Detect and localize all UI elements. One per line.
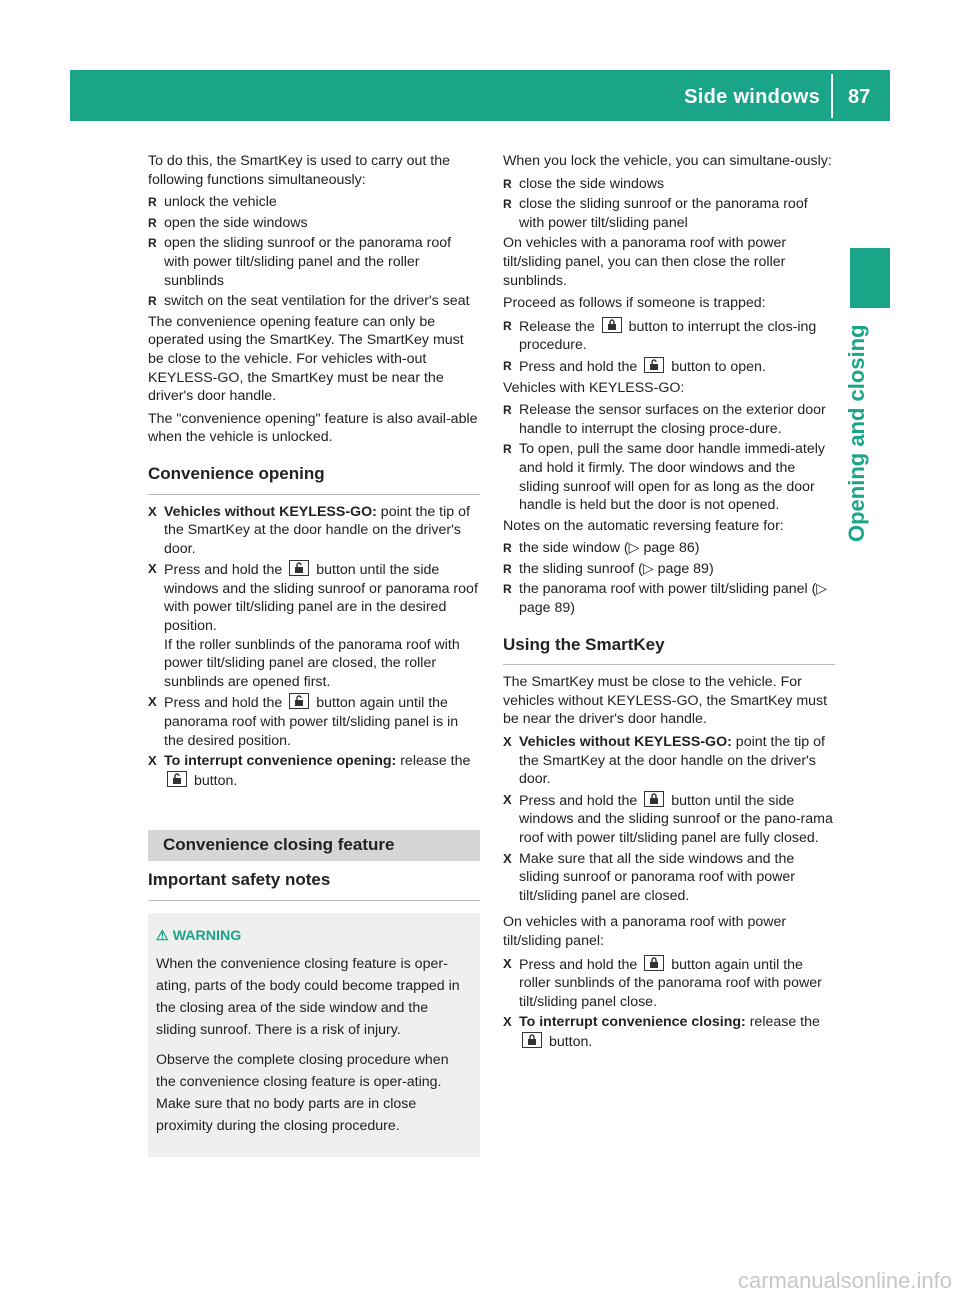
step-text: Press and hold the: [519, 792, 638, 809]
lock-key-icon: [602, 317, 622, 333]
section-title: Side windows: [684, 86, 820, 108]
list-item: R Release the sensor surfaces on the exterior door handle to interrupt the closing proce-dure.: [503, 401, 835, 438]
unlock-key-icon: [644, 357, 664, 373]
step-item: [503, 791, 835, 848]
paragraph: Proceed as follows if someone is trapped:: [503, 295, 766, 312]
list-text: button to interrupt the clos-ing procedure.: [519, 318, 817, 354]
step-text: point the tip of the SmartKey at the door handle on the driver's door.: [519, 734, 825, 788]
left-column: [148, 152, 480, 1157]
intro-text: When you lock the vehicle, you can simultane-ously:: [503, 153, 832, 169]
chapter-label: Opening and closing: [844, 324, 869, 542]
step-item: [503, 955, 835, 1012]
paragraph: On vehicles with a panorama roof with power tilt/sliding panel:: [503, 914, 787, 949]
paragraph: The SmartKey must be close to the vehicle. For vehicles without KEYLESS-GO, the SmartKey must be near the driver's door handle.: [503, 674, 828, 728]
list-item: R the panorama roof with power tilt/sliding panel (▷ page 89): [503, 580, 835, 617]
step-item: [503, 733, 835, 789]
step-item: [148, 503, 480, 559]
paragraph: The "convenience opening" feature is also avail-able when the vehicle is unlocked.: [148, 410, 478, 446]
list-item: R unlock the vehicle: [148, 193, 480, 212]
step-text: release the: [396, 753, 471, 770]
list-text: button to open.: [671, 358, 766, 375]
list-item: R To open, pull the same door handle immedi-ately and hold it firmly. The door windows and the sliding sunroof will open for as long as the door handle is held but the door is not opened.: [503, 440, 835, 514]
heading-safety-notes: Important safety notes: [148, 871, 480, 901]
step-item: [148, 752, 480, 790]
intro-text: To do this, the SmartKey is used to carry out the following functions simultaneously:: [148, 153, 451, 188]
page-number: 87: [848, 86, 871, 108]
step-text: If the roller sunblinds of the panorama roof with power tilt/sliding panel are closed, the roller sunblinds are opened first.: [164, 636, 460, 690]
step-text: button again until the roller sunblinds of the panorama roof with power tilt/sliding panel close.: [519, 956, 822, 1010]
list-item: [503, 317, 835, 355]
list-text: Release the: [519, 318, 595, 335]
list-item: R open the side windows: [148, 214, 480, 233]
lock-key-icon: [644, 955, 664, 971]
list-item: R open the sliding sunroof or the panorama roof with power tilt/sliding panel and the roller sunblinds: [148, 234, 480, 290]
step-label: Vehicles without KEYLESS-GO:: [519, 734, 732, 751]
list-item: [503, 357, 835, 377]
step-text: button until the side windows and the sliding sunroof or panorama roof with power tilt/sliding panel are in the desired position.: [164, 562, 478, 635]
step-label: Vehicles without KEYLESS-GO:: [164, 503, 377, 520]
step-text: point the tip of the SmartKey at the door handle on the driver's door.: [164, 503, 470, 557]
list-item: R switch on the seat ventilation for the driver's seat: [148, 292, 480, 311]
lock-key-icon: [644, 791, 664, 807]
right-column: [503, 152, 835, 1054]
list-item: R close the sliding sunroof or the panorama roof with power tilt/sliding panel: [503, 195, 835, 232]
list-item: R the sliding sunroof (▷ page 89): [503, 560, 835, 579]
step-item: [148, 560, 480, 691]
step-item: X Make sure that all the side windows and the sliding sunroof or panorama roof with power tilt/sliding panel are closed.: [503, 850, 835, 906]
list-item: R the side window (▷ page 86): [503, 539, 835, 558]
paragraph: On vehicles with a panorama roof with power tilt/sliding panel, you can then close the roller sunblinds.: [503, 235, 787, 289]
step-text: Press and hold the: [164, 562, 283, 579]
heading-convenience-opening: Convenience opening: [148, 465, 480, 495]
list-text: Press and hold the: [519, 358, 638, 375]
chapter-tab: [850, 248, 890, 308]
warning-icon: ⚠: [156, 927, 169, 944]
list-item: R close the side windows: [503, 175, 835, 194]
step-text: release the: [745, 1014, 820, 1031]
heading-using-smartkey: Using the SmartKey: [503, 636, 835, 666]
unlock-key-icon: [289, 693, 309, 709]
step-text: button until the side windows and the sliding sunroof or the pano-rama roof with power tilt/sliding panel are fully closed.: [519, 792, 833, 846]
step-text: button.: [193, 772, 238, 789]
step-text: Press and hold the: [164, 695, 283, 712]
step-label: To interrupt convenience closing:: [519, 1014, 746, 1031]
warning-text: When the convenience closing feature is oper-ating, parts of the body could become trapped in the closing area of the side window and the sliding sunroof. There is a risk of injury.: [156, 955, 460, 1038]
warning-title: WARNING: [172, 927, 242, 944]
warning-text: Observe the complete closing procedure when the convenience closing feature is oper-ating. Make sure that no body parts are in close proximity during the closing procedure.: [156, 1051, 449, 1134]
step-text: Press and hold the: [519, 956, 638, 973]
step-item: [503, 1013, 835, 1051]
lock-key-icon: [522, 1032, 542, 1048]
unlock-key-icon: [167, 771, 187, 787]
step-text: button again until the panorama roof with power tilt/sliding panel is in the desired position.: [164, 695, 459, 749]
heading-convenience-closing: Convenience closing feature: [148, 830, 480, 861]
step-label: To interrupt convenience opening:: [164, 753, 397, 770]
watermark: carmanualsonline.info: [737, 1268, 952, 1293]
warning-header: [156, 925, 472, 947]
warning-box: [148, 913, 480, 1157]
paragraph: The convenience opening feature can only be operated using the SmartKey. The SmartKey must be close to the vehicle. For vehicles with-out KEYLESS-GO, the SmartKey must be near the driver's door handle.: [148, 313, 464, 405]
step-item: [148, 693, 480, 750]
unlock-key-icon: [289, 560, 309, 576]
paragraph: Notes on the automatic reversing feature for:: [503, 517, 784, 534]
step-text: button.: [548, 1033, 593, 1050]
header-divider: [831, 74, 833, 118]
paragraph: Vehicles with KEYLESS-GO:: [503, 379, 685, 396]
